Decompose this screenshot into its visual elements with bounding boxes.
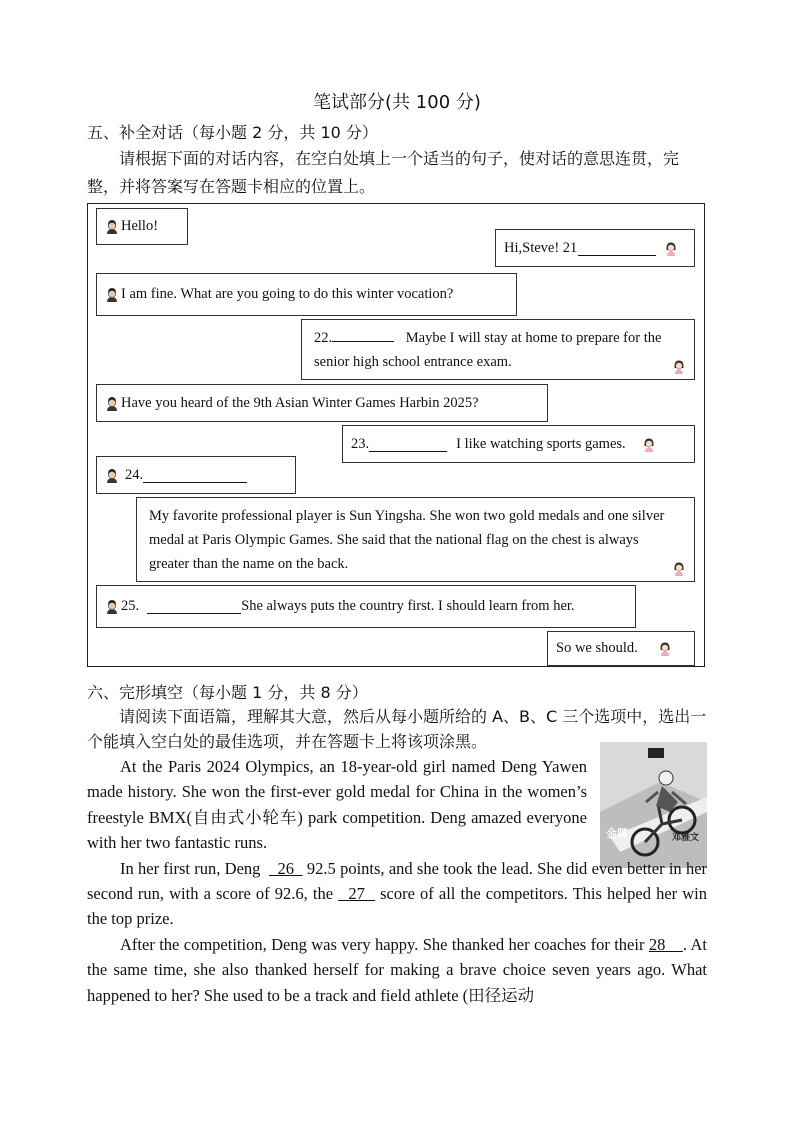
dialog-line-5 <box>96 384 548 422</box>
boy-avatar-icon <box>105 396 119 411</box>
passage-text: After the competition, Deng was very happy. She thanked her coaches for their <box>120 934 645 954</box>
answer-blank-23[interactable] <box>369 437 447 452</box>
blank-number: 27 <box>348 884 365 904</box>
dialog-text: Hello! <box>121 218 159 234</box>
cloze-blank-28[interactable] <box>649 935 683 954</box>
passage-text: . At the same time, she also thanked herself for making a brave choice seven years ago. What happened to her? She used to be a track and field athlete (田径运动 <box>87 934 707 1005</box>
dialog-line-6 <box>342 425 695 463</box>
dialog-line-1 <box>96 208 188 245</box>
section5-instruction: 请根据下面的对话内容，在空白处填上一个适当的句子，使对话的意思连贯，完整，并将答案写在答题卡相应的位置上。 <box>87 149 680 196</box>
passage-paragraph-2 <box>87 856 707 932</box>
dialog-text: Maybe I will stay at home to prepare for the senior high school entrance exam. <box>314 330 662 370</box>
dialog-text: Hi,Steve! 21 <box>504 239 578 256</box>
cloze-passage <box>87 754 707 1008</box>
dialog-line-7 <box>96 456 296 494</box>
answer-blank-25[interactable] <box>147 599 241 614</box>
dialog-text: So we should. <box>556 640 638 656</box>
boy-avatar-icon <box>105 287 119 302</box>
passage-text: score of all the competitors. This helped her win the top prize. <box>87 884 708 929</box>
boy-avatar-icon <box>105 468 119 483</box>
dialog-text: I am fine. What are you going to do this winter vocation? <box>121 286 454 302</box>
boy-avatar-icon <box>105 599 119 614</box>
question-number: 22. <box>314 330 333 346</box>
girl-avatar-icon <box>642 437 656 452</box>
section6-instruction: 请阅读下面语篇，理解其大意，然后从每小题所给的 A、B、C 三个选项中，选出一个能填入空白处的最佳选项，并在答题卡上将该项涂黑。 <box>87 707 707 751</box>
question-number: 23. <box>351 435 370 452</box>
question-number: 24. <box>125 466 144 483</box>
section6-heading: 六、完形填空（每小题 1 分，共 8 分） <box>87 683 368 702</box>
dialog-line-9 <box>96 585 636 628</box>
girl-avatar-icon <box>672 358 686 373</box>
passage-paragraph-1: At the Paris 2024 Olympics, an 18-year-old girl named Deng Yawen made history. She won the first-ever gold medal for China in the women’s freestyle BMX(自由式小轮车) park competition. Deng amazed everyone with her two fantastic runs. <box>87 757 587 853</box>
girl-avatar-icon <box>672 560 686 575</box>
dialog-text: I like watching sports games. <box>456 435 626 452</box>
dialog-text: She always puts the country first. I should learn from her. <box>241 598 575 614</box>
dialog-line-4 <box>301 319 695 380</box>
answer-blank-21[interactable] <box>578 241 656 256</box>
question-number: 25. <box>121 598 140 614</box>
dialog-text: My favorite professional player is Sun Yingsha. She won two gold medals and one silver medal at Paris Olympic Games. She said that the national flag on the chest is always greater than the name on the back. <box>149 508 665 572</box>
dialog-line-3 <box>96 273 517 316</box>
section5-heading: 五、补全对话（每小题 2 分，共 10 分） <box>87 123 378 142</box>
dialog-line-2 <box>495 229 695 267</box>
passage-paragraph-3 <box>87 932 707 1008</box>
dialog-text: Have you heard of the 9th Asian Winter Games Harbin 2025? <box>121 394 479 411</box>
girl-avatar-icon <box>658 641 672 656</box>
girl-avatar-icon <box>664 241 678 256</box>
dialog-box <box>87 203 705 667</box>
answer-blank-22[interactable] <box>332 327 394 342</box>
blank-number: 26 <box>277 858 295 878</box>
cloze-blank-26[interactable] <box>269 859 303 878</box>
cloze-blank-27[interactable] <box>338 884 375 903</box>
poster-caption-name: 邓雅文 <box>672 833 700 843</box>
page-title: 笔试部分(共 100 分) <box>313 92 481 113</box>
dialog-line-10 <box>547 631 695 666</box>
passage-text: In her first run, Deng <box>120 858 261 878</box>
boy-avatar-icon <box>105 219 119 234</box>
dialog-line-8 <box>136 497 695 582</box>
passage-text: 92.5 points, and she took the lead. She did even better in her second run, with a score of 92.6, the <box>87 858 708 904</box>
poster-caption-gold: 金牌 <box>606 827 628 840</box>
answer-blank-24[interactable] <box>143 468 247 483</box>
blank-number: 28 <box>648 934 666 954</box>
